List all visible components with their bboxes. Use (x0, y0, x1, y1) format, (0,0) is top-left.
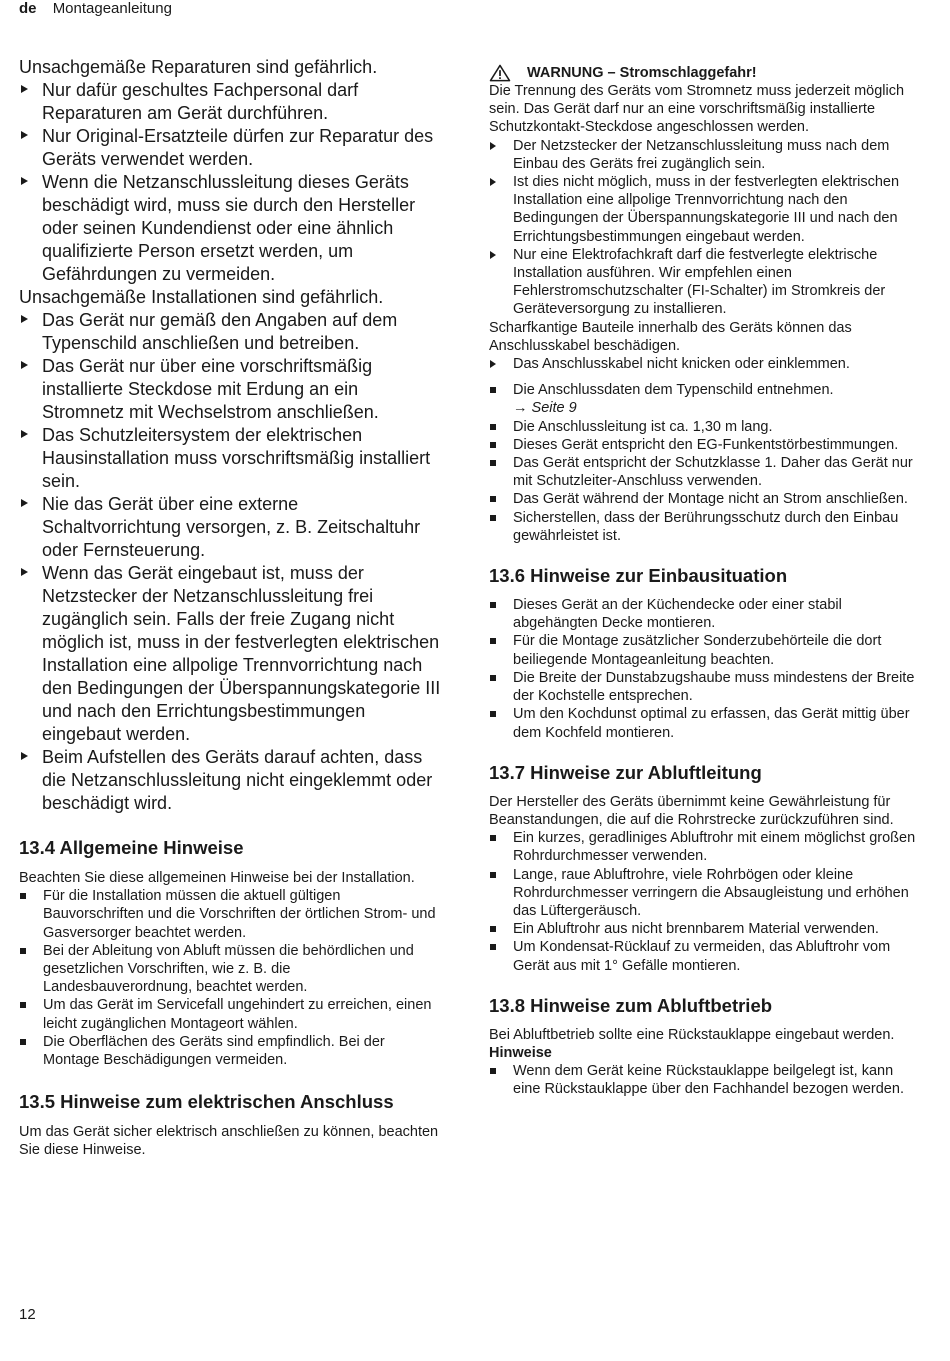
triangle-bullet-icon (490, 360, 496, 368)
list-item: Das Anschlusskabel nicht knicken oder einklemmen. (489, 355, 916, 373)
list-item: Nur eine Elektrofachkraft darf die festverlegte elektrische Installation ausführen. Wir empfehlen einen Fehlerstromschutzschalter (FI-Schalter) im Stromkreis der Geräteversorgung zu installieren. (489, 246, 916, 319)
triangle-bullet-icon (490, 178, 496, 186)
list-item: Nur Original-Ersatzteile dürfen zur Reparatur des Geräts verwendet werden. (19, 125, 441, 171)
sharp-edges-list (489, 355, 916, 373)
list-item: Lange, raue Abluftrohre, viele Rohrbögen oder kleine Rohrdurchmesser verringern die Absaugleistung und erhöhen das Lüftergeräusch. (489, 866, 916, 921)
list-item: Nie das Gerät über eine externe Schaltvorrichtung versorgen, z. B. Zeitschaltuhr oder Fernsteuerung. (19, 493, 441, 562)
section-13-4-body (19, 869, 441, 1069)
square-bullet-icon (490, 496, 496, 502)
language-code: de (19, 0, 37, 17)
section-13-5-body (19, 1123, 441, 1159)
list-item: Die Oberflächen des Geräts sind empfindlich. Bei der Montage Beschädigungen vermeiden. (19, 1033, 441, 1069)
install-list (19, 309, 441, 815)
square-bullet-icon (490, 835, 496, 841)
installation-situation-list (489, 596, 916, 742)
install-heading: Unsachgemäße Installationen sind gefährlich. (19, 287, 384, 307)
exhaust-duct-list (489, 829, 916, 975)
general-notes-list (19, 887, 441, 1069)
warning-block (489, 64, 916, 373)
square-bullet-icon (20, 1002, 26, 1008)
warning-list (489, 137, 916, 319)
page-number: 12 (19, 1306, 36, 1323)
square-bullet-icon (490, 424, 496, 430)
list-item: Wenn das Gerät eingebaut ist, muss der Netzstecker der Netzanschlussleitung frei zugänglich sein. Falls der freie Zugang nicht möglich ist, muss in der festverlegten elektrischen Installation eine allpolige Trennvorrichtung nach den Bedingungen der Überspannungskategorie III und nach den Errichtungsbestimmungen eingebaut werden. (19, 562, 441, 746)
square-bullet-icon (490, 638, 496, 644)
list-item: Die Anschlussdaten dem Typenschild entnehmen. → Seite 9 (489, 381, 916, 417)
square-bullet-icon (490, 926, 496, 932)
list-item: Sicherstellen, dass der Berührungsschutz durch den Einbau gewährleistet ist. (489, 509, 916, 545)
list-item: Ist dies nicht möglich, muss in der festverlegten elektrischen Installation eine allpolige Trennvorrichtung nach den Bedingungen der Überspannungskategorie III und nach den Errichtungsbestimmungen eingebaut werden. (489, 173, 916, 246)
triangle-bullet-icon (21, 85, 28, 93)
section-intro: Der Hersteller des Geräts übernimmt keine Gewährleistung für Beanstandungen, die auf die Rohrstrecke zurückzuführen sind. (489, 793, 894, 828)
triangle-bullet-icon (21, 499, 28, 507)
section-13-8-body (489, 1026, 916, 1099)
list-item: Die Anschlussleitung ist ca. 1,30 m lang. (489, 418, 916, 436)
square-bullet-icon (490, 460, 496, 466)
square-bullet-icon (490, 675, 496, 681)
square-bullet-icon (490, 442, 496, 448)
square-bullet-icon (20, 948, 26, 954)
arrow-right-icon: → (513, 400, 528, 417)
triangle-bullet-icon (21, 568, 28, 576)
triangle-bullet-icon (21, 361, 28, 369)
list-item: Um Kondensat-Rücklauf zu vermeiden, das Abluftrohr vom Gerät aus mit 1° Gefälle montieren. (489, 938, 916, 974)
list-item: Das Gerät entspricht der Schutzklasse 1. Daher das Gerät nur mit Schutzleiter-Anschluss verwenden. (489, 454, 916, 490)
section-13-7-heading: 13.7 Hinweise zur Abluftleitung (489, 761, 762, 783)
electrical-notes (489, 381, 916, 545)
section-intro: Beachten Sie diese allgemeinen Hinweise bei der Installation. (19, 870, 415, 886)
warning-text: Die Trennung des Geräts vom Stromnetz muss jederzeit möglich sein. Das Gerät darf nur an eine vorschriftsmäßig installierte Schutzkontakt-Steckdose angeschlossen werden. (489, 83, 905, 136)
left-column (19, 56, 441, 1160)
section-intro: Um das Gerät sicher elektrisch anschließen zu können, beachten Sie diese Hinweise. (19, 1124, 439, 1159)
section-intro: Bei Abluftbetrieb sollte eine Rückstauklappe eingebaut werden. (489, 1026, 895, 1043)
section-13-7-body (489, 793, 916, 975)
list-item: Bei der Ableitung von Abluft müssen die behördlichen und gesetzlichen Vorschriften, wie z. B. die Landesbauverordnung, beachtet werden. (19, 942, 441, 997)
list-item: Um das Gerät im Servicefall ungehindert zu erreichen, einen leicht zugänglichen Montageort wählen. (19, 996, 441, 1032)
list-item: Für die Montage zusätzlicher Sonderzubehörteile die dort beiliegende Montageanleitung beachten. (489, 632, 916, 668)
electrical-list (489, 381, 916, 545)
warning-title: WARNUNG – Stromschlaggefahr! (489, 64, 916, 82)
repair-heading: Unsachgemäße Reparaturen sind gefährlich. (19, 57, 378, 77)
square-bullet-icon (490, 515, 496, 521)
list-item: Dieses Gerät entspricht den EG-Funkentstörbestimmungen. (489, 436, 916, 454)
triangle-bullet-icon (21, 752, 28, 760)
list-item: Wenn die Netzanschlussleitung dieses Geräts beschädigt wird, muss sie durch den Hersteller oder seinen Kundendienst oder eine ähnlich qualifizierte Person ersetzt werden, um Gefährdungen zu vermeiden. (19, 171, 441, 286)
list-item: Die Breite der Dunstabzugshaube muss mindestens der Breite der Kochstelle entsprechen. (489, 669, 916, 705)
square-bullet-icon (490, 1068, 496, 1074)
document-title: Montageanleitung (52, 0, 172, 17)
square-bullet-icon (490, 944, 496, 950)
square-bullet-icon (490, 387, 496, 393)
section-13-4-heading: 13.4 Allgemeine Hinweise (19, 837, 244, 858)
list-item: Beim Aufstellen des Geräts darauf achten, dass die Netzanschlussleitung nicht eingeklemmt oder beschädigt wird. (19, 746, 441, 815)
section-13-5-heading: 13.5 Hinweise zum elektrischen Anschluss (19, 1091, 394, 1113)
square-bullet-icon (490, 711, 496, 717)
triangle-bullet-icon (21, 315, 28, 323)
list-item: Das Gerät nur gemäß den Angaben auf dem Typenschild anschließen und betreiben. (19, 309, 441, 355)
triangle-bullet-icon (21, 430, 28, 438)
triangle-bullet-icon (490, 142, 496, 150)
safety-block (19, 56, 441, 815)
right-column (489, 64, 916, 1099)
list-item: Dieses Gerät an der Küchendecke oder einer stabil abgehängten Decke montieren. (489, 596, 916, 632)
list-item: Nur dafür geschultes Fachpersonal darf Reparaturen am Gerät durchführen. (19, 79, 441, 125)
list-item: Das Schutzleitersystem der elektrischen Hausinstallation muss vorschriftsmäßig installiert sein. (19, 424, 441, 493)
note-label: Hinweise (489, 1044, 552, 1061)
page-reference-link[interactable]: → Seite 9 (513, 400, 577, 417)
list-item: Für die Installation müssen die aktuell gültigen Bauvorschriften und die Vorschriften der örtlichen Strom- und Gasversorger beachtet werden. (19, 887, 441, 942)
page-header (19, 0, 172, 18)
list-item: Das Gerät nur über eine vorschriftsmäßig installierte Steckdose mit Erdung an ein Stromnetz mit Wechselstrom anschließen. (19, 355, 441, 424)
triangle-bullet-icon (21, 131, 28, 139)
warning-triangle-icon (489, 64, 511, 82)
square-bullet-icon (490, 602, 496, 608)
list-item: Der Netzstecker der Netzanschlussleitung muss nach dem Einbau des Geräts frei zugänglich sein. (489, 137, 916, 173)
square-bullet-icon (20, 893, 26, 899)
list-item: Das Gerät während der Montage nicht an Strom anschließen. (489, 490, 916, 508)
square-bullet-icon (20, 1039, 26, 1045)
square-bullet-icon (490, 872, 496, 878)
section-13-8-heading: 13.8 Hinweise zum Abluftbetrieb (489, 994, 773, 1016)
list-item: Ein Abluftrohr aus nicht brennbarem Material verwenden. (489, 920, 916, 938)
section-13-6-body (489, 596, 916, 742)
repair-list (19, 79, 441, 286)
list-item: Um den Kochdunst optimal zu erfassen, das Gerät mittig über dem Kochfeld montieren. (489, 705, 916, 741)
section-13-6-heading: 13.6 Hinweise zur Einbausituation (489, 565, 788, 587)
list-item: Ein kurzes, geradliniges Abluftrohr mit einem möglichst großen Rohrdurchmesser verwenden. (489, 829, 916, 865)
list-item: Wenn dem Gerät keine Rückstauklappe beilgelegt ist, kann eine Rückstauklappe über den Fachhandel bezogen werden. (489, 1062, 916, 1098)
triangle-bullet-icon (490, 251, 496, 259)
sharp-edges-text: Scharfkantige Bauteile innerhalb des Geräts können das Anschlusskabel beschädigen. (489, 319, 852, 354)
exhaust-mode-list (489, 1062, 916, 1098)
triangle-bullet-icon (21, 177, 28, 185)
